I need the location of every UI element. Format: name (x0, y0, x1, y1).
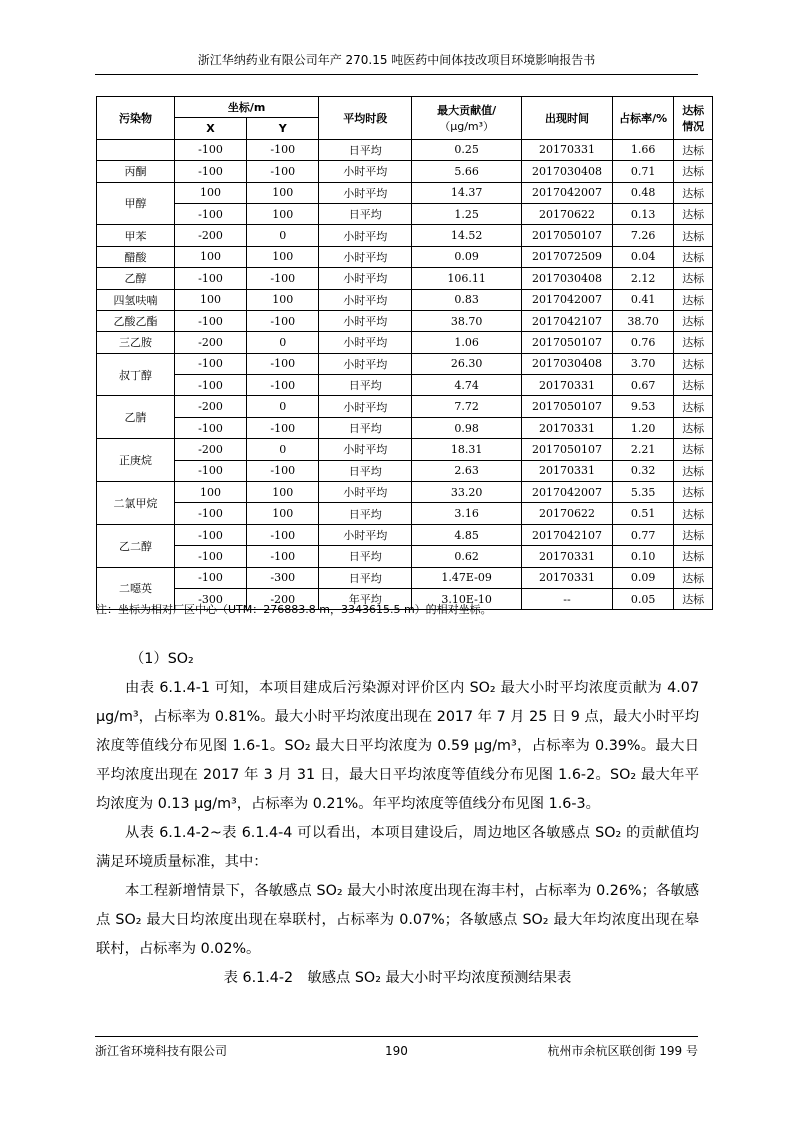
cell-status: 达标 (674, 161, 713, 182)
cell-status: 达标 (674, 503, 713, 524)
cell-period: 日平均 (319, 203, 412, 224)
cell-y: 0 (247, 225, 319, 246)
cell-max: 3.10E-10 (412, 588, 522, 609)
cell-period: 小时平均 (319, 225, 412, 246)
cell-status: 达标 (674, 588, 713, 609)
cell-x: 100 (174, 182, 246, 203)
cell-y: -100 (247, 161, 319, 182)
cell-time: 2017042007 (522, 182, 613, 203)
cell-period: 小时平均 (319, 524, 412, 545)
table-note: 注：坐标为相对厂区中心（UTM：276883.8 m，3343615.5 m）的相对坐标。 (96, 603, 492, 616)
pollutant-name: 丙酮 (97, 161, 175, 182)
cell-y: 100 (247, 246, 319, 267)
cell-x: -100 (174, 503, 246, 524)
cell-period: 小时平均 (319, 268, 412, 289)
col-y: Y (247, 118, 319, 139)
cell-y: 0 (247, 396, 319, 417)
cell-period: 日平均 (319, 460, 412, 481)
cell-ratio: 0.13 (612, 203, 674, 224)
table-caption: 表 6.1.4-2 敏感点 SO₂ 最大小时平均浓度预测结果表 (223, 970, 572, 986)
table-row (97, 396, 713, 417)
table-row (97, 546, 713, 567)
cell-status: 达标 (674, 524, 713, 545)
cell-ratio: 2.12 (612, 268, 674, 289)
cell-period: 日平均 (319, 546, 412, 567)
cell-period: 小时平均 (319, 482, 412, 503)
cell-status: 达标 (674, 203, 713, 224)
table-row (97, 503, 713, 524)
page-footer (95, 1036, 698, 1059)
cell-max: 0.25 (412, 139, 522, 160)
col-period: 平均时段 (319, 97, 412, 140)
cell-x: -100 (174, 310, 246, 331)
cell-max: 0.98 (412, 417, 522, 438)
cell-ratio: 1.66 (612, 139, 674, 160)
cell-y: -100 (247, 417, 319, 438)
cell-period: 小时平均 (319, 310, 412, 331)
cell-status: 达标 (674, 417, 713, 438)
table-row (97, 246, 713, 267)
cell-x: -100 (174, 203, 246, 224)
cell-max: 0.62 (412, 546, 522, 567)
cell-max: 18.31 (412, 439, 522, 460)
cell-time: 2017042007 (522, 482, 613, 503)
cell-time: 2017050107 (522, 439, 613, 460)
cell-x: -100 (174, 375, 246, 396)
col-coord: 坐标/m (174, 97, 318, 118)
cell-x: 100 (174, 246, 246, 267)
cell-status: 达标 (674, 139, 713, 160)
cell-time: 2017030408 (522, 161, 613, 182)
cell-period: 日平均 (319, 567, 412, 588)
cell-y: -100 (247, 375, 319, 396)
cell-y: 100 (247, 482, 319, 503)
cell-y: -100 (247, 310, 319, 331)
cell-status: 达标 (674, 460, 713, 481)
cell-time: 2017050107 (522, 225, 613, 246)
cell-period: 年平均 (319, 588, 412, 609)
page-header: 浙江华纳药业有限公司年产 270.15 吨医药中间体技改项目环境影响报告书 (95, 50, 698, 75)
cell-status: 达标 (674, 439, 713, 460)
cell-max: 38.70 (412, 310, 522, 331)
cell-y: -100 (247, 460, 319, 481)
cell-period: 日平均 (319, 139, 412, 160)
cell-ratio: 0.67 (612, 375, 674, 396)
table-row (97, 332, 713, 353)
cell-max: 33.20 (412, 482, 522, 503)
col-max: 最大贡献值/ （μg/m³） (412, 97, 522, 140)
pollutant-name: 乙二醇 (97, 524, 175, 567)
cell-ratio: 0.32 (612, 460, 674, 481)
cell-max: 0.09 (412, 246, 522, 267)
cell-max: 3.16 (412, 503, 522, 524)
cell-ratio: 0.04 (612, 246, 674, 267)
table-body (97, 139, 713, 610)
cell-ratio: 0.71 (612, 161, 674, 182)
cell-max: 1.25 (412, 203, 522, 224)
cell-x: -100 (174, 268, 246, 289)
cell-period: 日平均 (319, 375, 412, 396)
cell-period: 小时平均 (319, 182, 412, 203)
cell-ratio: 0.10 (612, 546, 674, 567)
cell-ratio: 5.35 (612, 482, 674, 503)
cell-status: 达标 (674, 546, 713, 567)
cell-time: 20170331 (522, 139, 613, 160)
cell-period: 小时平均 (319, 439, 412, 460)
cell-max: 0.83 (412, 289, 522, 310)
cell-ratio: 0.76 (612, 332, 674, 353)
cell-time: 2017030408 (522, 268, 613, 289)
cell-y: 100 (247, 203, 319, 224)
cell-x: -100 (174, 460, 246, 481)
col-x: X (174, 118, 246, 139)
cell-ratio: 0.05 (612, 588, 674, 609)
cell-x: -300 (174, 588, 246, 609)
cell-y: -100 (247, 139, 319, 160)
cell-ratio: 0.51 (612, 503, 674, 524)
cell-status: 达标 (674, 246, 713, 267)
cell-time: 20170331 (522, 417, 613, 438)
col-ratio: 占标率/% (612, 97, 674, 140)
table-row (97, 289, 713, 310)
cell-max: 1.47E-09 (412, 567, 522, 588)
pollutant-name: 乙腈 (97, 396, 175, 439)
cell-x: -100 (174, 567, 246, 588)
cell-y: 100 (247, 182, 319, 203)
table-row (97, 203, 713, 224)
pollutant-name: 醋酸 (97, 246, 175, 267)
cell-y: -100 (247, 353, 319, 374)
section-title: （1）SO₂ (130, 651, 194, 667)
pollutant-name: 三乙胺 (97, 332, 175, 353)
cell-time: 2017042107 (522, 310, 613, 331)
cell-status: 达标 (674, 353, 713, 374)
footer-address: 杭州市余杭区联创街 199 号 (547, 1044, 698, 1058)
cell-ratio: 0.41 (612, 289, 674, 310)
cell-status: 达标 (674, 225, 713, 246)
table-row (97, 417, 713, 438)
pollutant-name: 正庚烷 (97, 439, 175, 482)
col-time: 出现时间 (522, 97, 613, 140)
cell-y: 100 (247, 289, 319, 310)
col-pollutant: 污染物 (97, 97, 175, 140)
cell-ratio: 9.53 (612, 396, 674, 417)
cell-period: 小时平均 (319, 289, 412, 310)
cell-ratio: 38.70 (612, 310, 674, 331)
paragraph-2: 从表 6.1.4-2~表 6.1.4-4 可以看出，本项目建设后，周边地区各敏感点 SO₂ 的贡献值均满足环境质量标准，其中： (96, 825, 699, 870)
table-row (97, 161, 713, 182)
footer-company: 浙江省环境科技有限公司 (95, 1044, 228, 1058)
cell-status: 达标 (674, 268, 713, 289)
table-row (97, 524, 713, 545)
table-row (97, 482, 713, 503)
table-row (97, 182, 713, 203)
cell-max: 2.63 (412, 460, 522, 481)
cell-max: 1.06 (412, 332, 522, 353)
cell-period: 小时平均 (319, 353, 412, 374)
cell-status: 达标 (674, 482, 713, 503)
cell-y: -100 (247, 268, 319, 289)
paragraph-1: 由表 6.1.4-1 可知，本项目建成后污染源对评价区内 SO₂ 最大小时平均浓度贡献为 4.07 μg/m³，占标率为 0.81%。最大小时平均浓度出现在 2017 年 7 月 25 日 9 点，最大小时平均浓度等值线分布见图 1.6-1。SO₂ 最大日平均浓度为 0.59 μg/m³，占标率为 0.39%。最大日平均浓度出现在 2017 年 3 月 31 日，最大日平均浓度等值线分布见图 1.6-2。SO₂ 最大年平均浓度为 0.13 μg/m³，占标率为 0.21%。年平均浓度等值线分布见图 1.6-3。 (96, 680, 699, 812)
cell-max: 14.37 (412, 182, 522, 203)
cell-max: 106.11 (412, 268, 522, 289)
cell-x: -200 (174, 439, 246, 460)
cell-y: 0 (247, 332, 319, 353)
pollutant-name: 乙醇 (97, 268, 175, 289)
cell-time: 20170331 (522, 567, 613, 588)
cell-ratio: 2.21 (612, 439, 674, 460)
cell-status: 达标 (674, 375, 713, 396)
cell-time: -- (522, 588, 613, 609)
cell-x: -100 (174, 546, 246, 567)
cell-period: 小时平均 (319, 246, 412, 267)
table-row (97, 353, 713, 374)
pollutant-name: 甲醇 (97, 182, 175, 225)
cell-y: -300 (247, 567, 319, 588)
page-number: 190 (385, 1044, 408, 1058)
col-status: 达标 情况 (674, 97, 713, 140)
pollutant-name: 二噁英 (97, 567, 175, 610)
paragraph-3: 本工程新增情景下，各敏感点 SO₂ 最大小时浓度出现在海丰村，占标率为 0.26%；各敏感点 SO₂ 最大日均浓度出现在皋联村，占标率为 0.07%；各敏感点 SO₂ 最大年均浓度出现在皋联村，占标率为 0.02%。 (96, 883, 699, 957)
cell-period: 日平均 (319, 417, 412, 438)
cell-y: -100 (247, 524, 319, 545)
cell-x: -100 (174, 417, 246, 438)
cell-ratio: 3.70 (612, 353, 674, 374)
cell-x: -100 (174, 524, 246, 545)
cell-x: -200 (174, 396, 246, 417)
cell-ratio: 0.09 (612, 567, 674, 588)
cell-status: 达标 (674, 289, 713, 310)
cell-y: 100 (247, 503, 319, 524)
cell-x: 100 (174, 289, 246, 310)
table-row (97, 375, 713, 396)
cell-time: 2017030408 (522, 353, 613, 374)
cell-time: 2017042107 (522, 524, 613, 545)
cell-ratio: 0.77 (612, 524, 674, 545)
cell-y: -200 (247, 588, 319, 609)
cell-x: -100 (174, 161, 246, 182)
pollutant-table (96, 96, 713, 610)
cell-time: 20170622 (522, 503, 613, 524)
cell-period: 小时平均 (319, 396, 412, 417)
cell-time: 2017050107 (522, 332, 613, 353)
cell-period: 日平均 (319, 503, 412, 524)
pollutant-name (97, 139, 175, 160)
cell-max: 4.74 (412, 375, 522, 396)
cell-status: 达标 (674, 567, 713, 588)
cell-status: 达标 (674, 332, 713, 353)
pollutant-name: 乙酸乙酯 (97, 310, 175, 331)
table-row (97, 268, 713, 289)
table-row (97, 225, 713, 246)
cell-time: 20170331 (522, 375, 613, 396)
cell-y: -100 (247, 546, 319, 567)
cell-ratio: 7.26 (612, 225, 674, 246)
cell-status: 达标 (674, 310, 713, 331)
cell-max: 26.30 (412, 353, 522, 374)
cell-time: 20170622 (522, 203, 613, 224)
cell-x: -200 (174, 332, 246, 353)
table-row (97, 460, 713, 481)
table-row (97, 439, 713, 460)
cell-period: 小时平均 (319, 161, 412, 182)
table-row (97, 310, 713, 331)
cell-x: -100 (174, 139, 246, 160)
pollutant-name: 甲苯 (97, 225, 175, 246)
cell-x: -100 (174, 353, 246, 374)
pollutant-name: 叔丁醇 (97, 353, 175, 396)
cell-period: 小时平均 (319, 332, 412, 353)
cell-max: 4.85 (412, 524, 522, 545)
cell-status: 达标 (674, 396, 713, 417)
cell-ratio: 1.20 (612, 417, 674, 438)
table-row (97, 139, 713, 160)
cell-time: 20170331 (522, 460, 613, 481)
cell-time: 2017072509 (522, 246, 613, 267)
cell-x: 100 (174, 482, 246, 503)
cell-y: 0 (247, 439, 319, 460)
cell-time: 20170331 (522, 546, 613, 567)
pollutant-name: 二氯甲烷 (97, 482, 175, 525)
pollutant-name: 四氢呋喃 (97, 289, 175, 310)
cell-x: -200 (174, 225, 246, 246)
cell-ratio: 0.48 (612, 182, 674, 203)
cell-time: 2017042007 (522, 289, 613, 310)
cell-time: 2017050107 (522, 396, 613, 417)
cell-status: 达标 (674, 182, 713, 203)
table-row (97, 567, 713, 588)
cell-max: 5.66 (412, 161, 522, 182)
cell-max: 7.72 (412, 396, 522, 417)
cell-max: 14.52 (412, 225, 522, 246)
